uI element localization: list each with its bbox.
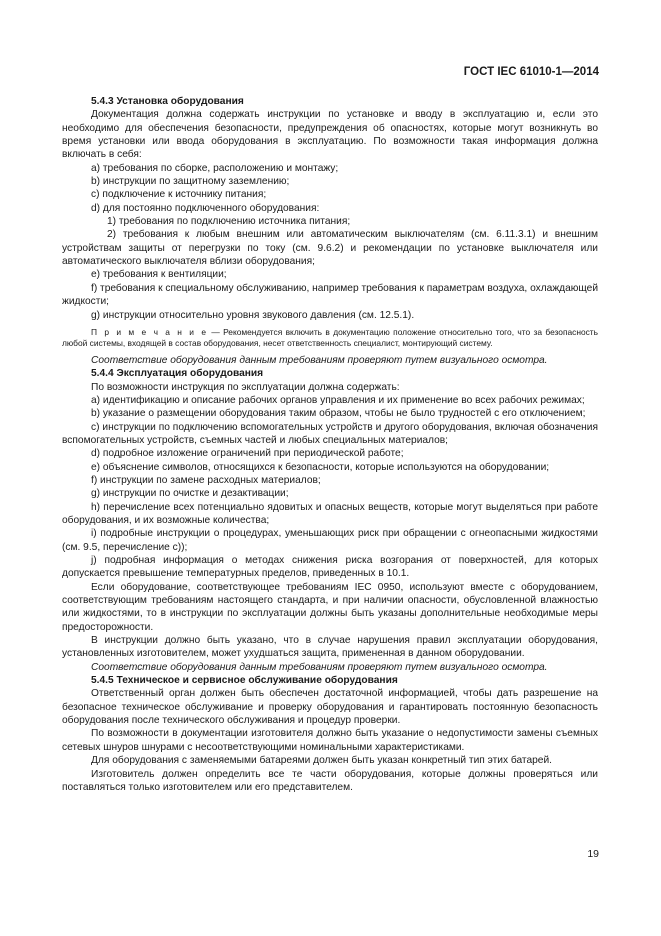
note — [62, 327, 598, 349]
list-item: d) для постоянно подключенного оборудования: — [91, 202, 320, 214]
list-item: g) инструкции по очистке и дезактивации; — [91, 488, 289, 500]
list-item: e) объяснение символов, относящихся к безопасности, которые используются на оборудовании; — [91, 461, 550, 473]
list-item: h) перечисление всех потенциально ядовитых и опасных веществ, которые могут выделяться при работе оборудования, и их возможные количества; — [62, 501, 598, 526]
paragraph: Для оборудования с заменяемыми батареями должен быть указан конкретный тип этих батарей. — [91, 755, 552, 767]
paragraph: Ответственный орган должен быть обеспечен достаточной информацией, чтобы дать разрешение на безопасное техническое обслуживание и проверку оборудования и гарантировать постоянную безопасность оборудования после технического обслуживания и процедур проверки. — [62, 688, 598, 727]
compliance-statement: Соответствие оборудования данным требованиям проверяют путем визуального осмотра. — [91, 661, 548, 673]
section-title-5-4-4: 5.4.4 Эксплуатация оборудования — [91, 368, 264, 380]
page-number: 19 — [587, 848, 599, 860]
list-item: e) требования к вентиляции; — [91, 269, 227, 281]
list-item: g) инструкции относительно уровня звукового давления (см. 12.5.1). — [91, 309, 415, 321]
note-text: — Рекомендуется включить в документацию положение относительно того, что за безопасность любой системы, входящей в состав оборудования, несет ответственность специалист, монтирующий систему. — [62, 326, 598, 348]
paragraph: В инструкции должно быть указано, что в случае нарушения правил эксплуатации оборудования, установленных изготовителем, может ухудшаться защита, примененная в данном оборудовании. — [62, 635, 598, 660]
list-item: b) инструкции по защитному заземлению; — [91, 176, 290, 188]
list-item: c) инструкции по подключению вспомогательных устройств и другого оборудования, включая обозначения вспомогательных устройств, съемных частей и любых специальных материалов; — [62, 421, 598, 446]
section-title-5-4-5: 5.4.5 Техническое и сервисное обслуживание оборудования — [91, 675, 398, 687]
compliance-statement: Соответствие оборудования данным требованиям проверяют путем визуального осмотра. — [91, 354, 548, 366]
paragraph: По возможности в документации изготовителя должно быть указание о недопустимости замены съемных сетевых шнуров шнурами с несоответствующими номинальными характеристиками. — [62, 728, 598, 753]
section-title-5-4-3: 5.4.3 Установка оборудования — [91, 96, 244, 107]
paragraph: Изготовитель должен определить все те части оборудования, которые должны проверяться или поставляться только изготовителем или его представителем. — [62, 768, 598, 793]
list-item: f) инструкции по замене расходных материалов; — [91, 474, 321, 486]
list-item: f) требования к специальному обслуживанию, например требования к параметрам воздуха, охлаждающей жидкости; — [62, 282, 599, 308]
page-body — [62, 95, 598, 794]
list-item: a) идентификацию и описание рабочих органов управления и их применение во всех рабочих режимах; — [91, 394, 585, 406]
list-item: b) указание о размещении оборудования таким образом, чтобы не было трудностей с его отключением; — [91, 408, 586, 420]
paragraph: По возможности инструкция по эксплуатации должна содержать: — [91, 381, 400, 393]
paragraph: Если оборудование, соответствующее требованиям IEC 0950, используют вместе с оборудованием, соответствующим требованиям настоящего стандарта, и при наличии опасности, обусловленной влажностью или жидкостями, то в инструкции по эксплуатации должны быть указаны дополнительные необходимые меры предосторожности. — [62, 581, 598, 633]
note-label: П р и м е ч а н и е — [91, 326, 208, 337]
sub-list-item: 2) требования к любым внешним или автоматическим выключателям (см. 6.11.3.1) и внешним устройствам защиты от перегрузки по току (см. 9.6.2) и рекомендации по установке выключателя или автоматического выключателя вблизи оборудования; — [62, 229, 598, 268]
sub-list-item: 1) требования по подключению источника питания; — [107, 216, 351, 228]
list-item: i) подробные инструкции о процедурах, уменьшающих риск при обращении с огнеопасными жидкостями (см. 9.5, перечисление с)); — [62, 528, 598, 553]
list-item: j) подробная информация о методах снижения риска возгорания от поверхностей, для которых допускается превышение температурных пределов, приведенных в 10.1. — [62, 555, 598, 580]
document-header: ГОСТ IEC 61010-1—2014 — [463, 66, 599, 78]
list-item: d) подробное изложение ограничений при периодической работе; — [91, 448, 404, 460]
paragraph: Документация должна содержать инструкции по установке и вводу в эксплуатацию и, если это необходимо для обеспечения безопасности, предупреждения об опасностях, которые могут возникнуть во время установки или ввода оборудования в эксплуатацию. По возможности такая информация должна включать в себя: — [62, 109, 598, 161]
list-item: c) подключение к источнику питания; — [91, 189, 267, 201]
list-item: a) требования по сборке, расположению и монтажу; — [91, 162, 339, 174]
